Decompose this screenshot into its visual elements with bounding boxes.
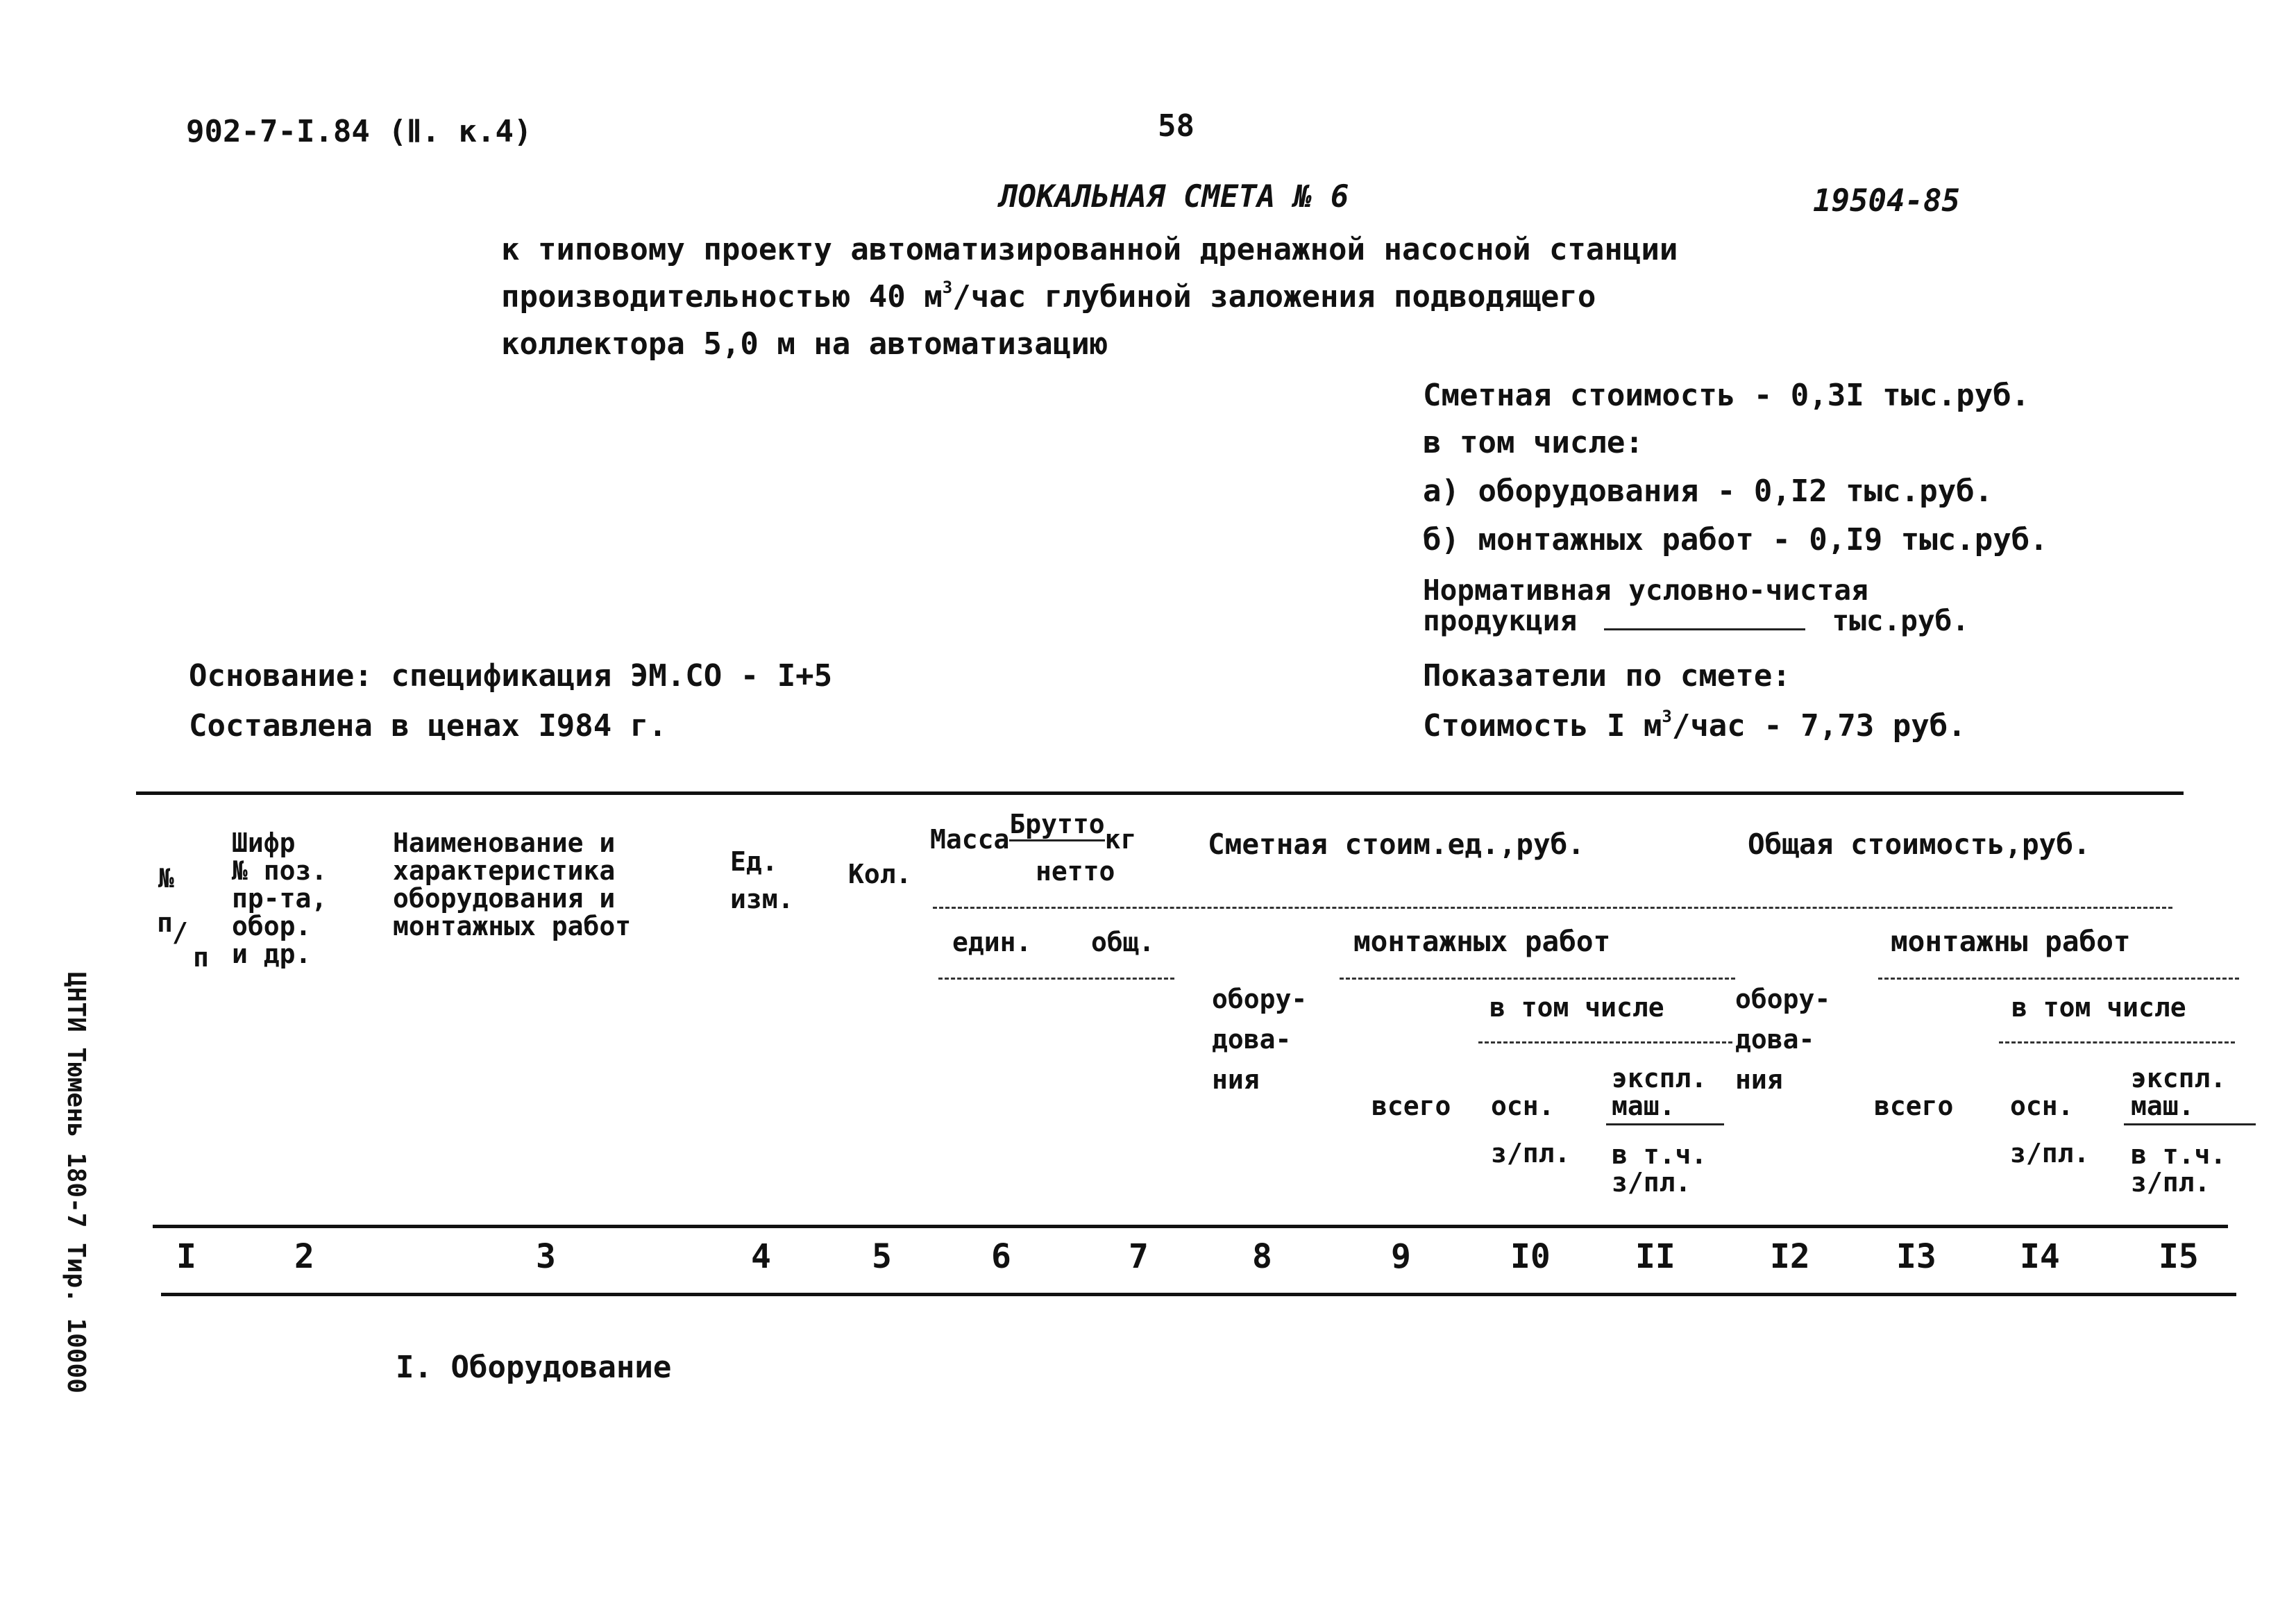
col2-line-1: Шифр: [232, 828, 296, 858]
col4-line-1: Ед.: [730, 846, 778, 877]
column-number-1: I: [176, 1237, 196, 1276]
subtitle-line-2: производительностью 40 $м^3$/час глубиной заложения подводящего: [501, 278, 1596, 315]
col11-header-ekspl: экспл.: [1612, 1063, 1707, 1093]
col3-line-4: монтажных работ: [393, 911, 632, 941]
installation-cost: б) монтажных работ - 0,I9 тыс.руб.: [1423, 522, 2048, 558]
table-top-rule: [136, 791, 2184, 795]
col2-line-3: пр-та,: [232, 883, 328, 914]
normative-blank-line: [1604, 628, 1805, 630]
column-number-15: I5: [2159, 1237, 2199, 1276]
table-header-bottom-rule: [153, 1225, 2228, 1228]
col1-slash: /: [172, 917, 188, 948]
column-number-14: I4: [2020, 1237, 2060, 1276]
column-number-5: 5: [872, 1237, 892, 1276]
total-cost-header: Общая стоимость,руб.: [1748, 828, 2091, 861]
col2-line-2: № поз.: [232, 855, 328, 886]
col15-header-mash: маш.: [2131, 1091, 2195, 1121]
basis-line: Основание: спецификация ЭМ.СО - I+5: [189, 658, 833, 694]
column-number-12: I2: [1770, 1237, 1810, 1276]
column-number-2: 2: [294, 1237, 314, 1276]
column-number-9: 9: [1391, 1237, 1411, 1276]
normative-product-label: Нормативная условно-чистая: [1423, 573, 1868, 607]
col9-header: всего: [1371, 1091, 1451, 1121]
col1-number-sign: №: [158, 863, 174, 894]
section-title: I. Оборудование: [396, 1350, 672, 1385]
col15-header-ekspl: экспл.: [2131, 1063, 2227, 1093]
unit-cost-suffix: /час - 7,73 руб.: [1671, 708, 1966, 744]
col3-header: [393, 829, 631, 940]
printer-stamp: ЦНТИ Тюмень 180-7 Тир. 10000: [62, 972, 90, 1393]
col2-header: [232, 829, 327, 968]
column-numbers-bottom-rule: [161, 1293, 2236, 1296]
ekspl-a-rule: [1606, 1123, 1724, 1125]
col2-line-5: и др.: [232, 939, 312, 969]
col13-header: всего: [1874, 1091, 1954, 1121]
col10-header-zpl: з/пл.: [1491, 1138, 1571, 1168]
mass-unit-weight: един.: [952, 927, 1032, 957]
col8-line-1: обору-: [1212, 984, 1308, 1014]
document-code: 902-7-I.84 (Ⅱ. к.4): [186, 114, 532, 149]
col5-header: Кол.: [848, 859, 912, 889]
incl-a-rule: [1478, 1041, 1732, 1043]
col1-p-top: п: [157, 907, 173, 938]
col8-line-3: ния: [1212, 1064, 1260, 1095]
column-number-7: 7: [1129, 1237, 1149, 1276]
mass-prefix: Масса: [930, 824, 1010, 855]
install-header-a: монтажных работ: [1353, 925, 1611, 958]
col4-header: [730, 843, 794, 918]
col12-header: [1735, 979, 1830, 1100]
subtitle-line-2-end: /час глубиной заложения подводящего: [952, 279, 1596, 315]
col10-header-osn: осн.: [1491, 1091, 1555, 1121]
mass-total-weight: общ.: [1091, 927, 1155, 957]
col11-header-mash: маш.: [1612, 1091, 1675, 1121]
equipment-cost: а) оборудования - 0,I2 тыс.руб.: [1423, 473, 1993, 509]
unit-cost-indicator: Стоимость I $м^3$/час - 7,73 руб.: [1423, 707, 1966, 744]
column-number-11: II: [1635, 1237, 1675, 1276]
mass-subheader-bottom-rule: [938, 978, 1174, 980]
col3-line-3: оборудования и: [393, 883, 616, 914]
col12-line-3: ния: [1735, 1064, 1783, 1095]
col14-header-zpl: з/пл.: [2010, 1138, 2090, 1168]
unit-cost-header: Сметная стоим.ед.,руб.: [1208, 828, 1585, 861]
incl-header-b: в том числе: [2011, 992, 2186, 1023]
col15-header-vtch: в т.ч.: [2131, 1139, 2227, 1170]
install-b-rule: [1878, 978, 2239, 980]
col12-line-2: дова-: [1735, 1024, 1815, 1055]
mass-brutto: Брутто: [1009, 809, 1104, 841]
unit-cost-prefix: Стоимость I м: [1423, 708, 1662, 744]
column-number-8: 8: [1252, 1237, 1272, 1276]
including-label: в том числе:: [1423, 425, 1644, 460]
subtitle-line-3: коллектора 5,0 м на автоматизацию: [501, 326, 1108, 362]
normative-unit: тыс.руб.: [1832, 604, 1970, 637]
column-number-13: I3: [1896, 1237, 1936, 1276]
indicators-label: Показатели по смете:: [1423, 658, 1791, 694]
col11-header-zpl: з/пл.: [1612, 1167, 1691, 1198]
registration-number: 19504-85: [1813, 183, 1960, 219]
page-number: 58: [1158, 108, 1195, 144]
prices-line: Составлена в ценах I984 г.: [189, 708, 667, 744]
col3-line-1: Наименование и: [393, 828, 616, 858]
normative-product-line2: [1423, 604, 1970, 637]
install-header-b: монтажны работ: [1891, 925, 2131, 958]
subtitle-line-2-start: производительностью 40 м: [501, 279, 943, 315]
col15-header-zpl: з/пл.: [2131, 1167, 2211, 1198]
col8-header: [1212, 979, 1307, 1100]
column-number-10: I0: [1510, 1237, 1551, 1276]
col14-header-osn: осн.: [2010, 1091, 2074, 1121]
subtitle-line-1: к типовому проекту автоматизированной дренажной насосной станции: [501, 232, 1678, 267]
col2-line-4: обор.: [232, 911, 312, 941]
column-number-4: 4: [751, 1237, 771, 1276]
col3-line-2: характеристика: [393, 855, 616, 886]
ekspl-b-rule: [2124, 1123, 2256, 1125]
col1-p-bottom: п: [193, 942, 209, 973]
col8-line-2: дова-: [1212, 1024, 1292, 1055]
mass-cost-subheader-rule: [933, 907, 2172, 909]
col4-line-2: изм.: [730, 884, 794, 914]
column-number-3: 3: [536, 1237, 556, 1276]
normative-product-word: продукция: [1423, 604, 1578, 637]
col11-header-vtch: в т.ч.: [1612, 1139, 1707, 1170]
col12-line-1: обору-: [1735, 984, 1831, 1014]
mass-netto: нетто: [1036, 856, 1115, 887]
page-title: ЛОКАЛЬНАЯ СМЕТА № 6: [999, 179, 1349, 215]
incl-header-a: в том числе: [1489, 992, 1664, 1023]
column-number-6: 6: [991, 1237, 1011, 1276]
estimated-cost: Сметная стоимость - 0,3I тыс.руб.: [1423, 378, 2030, 413]
mass-header: [930, 809, 1137, 855]
install-a-rule: [1340, 978, 1735, 980]
mass-unit: кг: [1104, 824, 1137, 855]
incl-b-rule: [1999, 1041, 2235, 1043]
